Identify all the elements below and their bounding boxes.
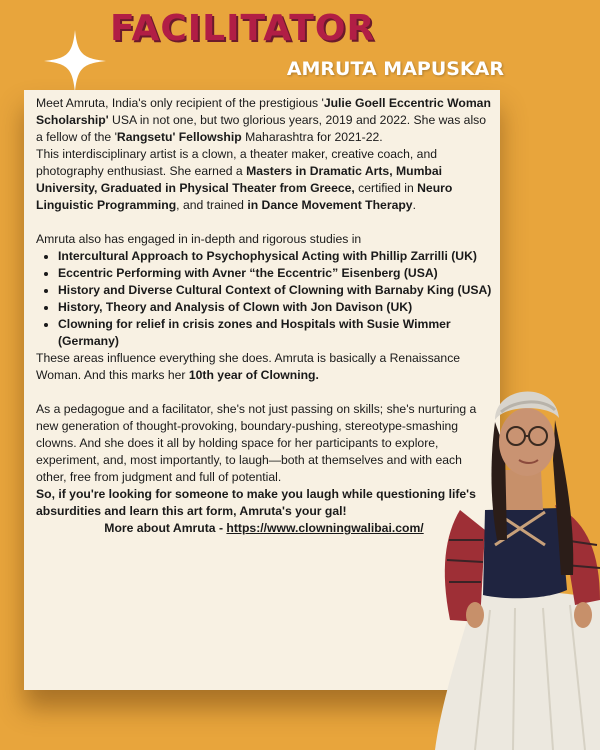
closing-paragraph: So, if you're looking for someone to make you laugh while questioning life's absurdities and learn this art form, Amruta's your gal! <box>36 487 476 518</box>
sparkle-star-icon <box>44 30 106 92</box>
bio-intro-paragraph: Meet Amruta, India's only recipient of the prestigious 'Julie Goell Eccentric Woman Scholarship' USA in not one, but two glorious years, 2019 and 2022. She was also a fellow of the 'Rangsetu' Fellowship Maharashtra for 2021-22. <box>36 96 491 144</box>
bio-content <box>36 95 492 537</box>
page-title: FACILITATOR <box>110 8 376 49</box>
list-item: • Eccentric Performing with Avner “the Eccentric” Eisenberg (USA) <box>58 265 492 282</box>
studies-intro: Amruta also has engaged in in-depth and rigorous studies in <box>36 232 362 246</box>
facilitator-name: AMRUTA MAPUSKAR <box>286 58 504 80</box>
website-link[interactable]: https://www.clowningwalibai.com/ <box>226 521 424 535</box>
list-item: • History, Theory and Analysis of Clown with Jon Davison (UK) <box>58 299 492 316</box>
pedagogue-paragraph: As a pedagogue and a facilitator, she's not just passing on skills; she's nurturing a new generation of thought-provoking, boundary-pushing, stereotype-smashing clowns. And she does it all by holding space for her participants to explore, experiment, and, most importantly, to laugh—both at themselves and with each other, free from judgment and full of potential. <box>36 402 477 484</box>
bio-training-paragraph: This interdisciplinary artist is a clown, a theater maker, creative coach, and photography enthusiast. She earned a Masters in Dramatic Arts, Mumbai University, Graduated in Physical Theater from Greece, certified in Neuro Linguistic Programming, and trained in Dance Movement Therapy. <box>36 147 453 212</box>
renaissance-paragraph: These areas influence everything she does. Amruta is basically a Renaissance Woman. And this marks her 10th year of Clowning. <box>36 351 461 382</box>
more-about-line: More about Amruta - https://www.clowningwalibai.com/ <box>104 521 424 535</box>
list-item: • Intercultural Approach to Psychophysical Acting with Phillip Zarrilli (UK) <box>58 248 492 265</box>
list-item: • History and Diverse Cultural Context of Clowning with Barnaby King (USA) <box>58 282 492 299</box>
studies-list <box>36 248 492 350</box>
list-item: • Clowning for relief in crisis zones and Hospitals with Susie Wimmer (Germany) <box>58 316 492 350</box>
facilitator-photo <box>435 360 600 750</box>
